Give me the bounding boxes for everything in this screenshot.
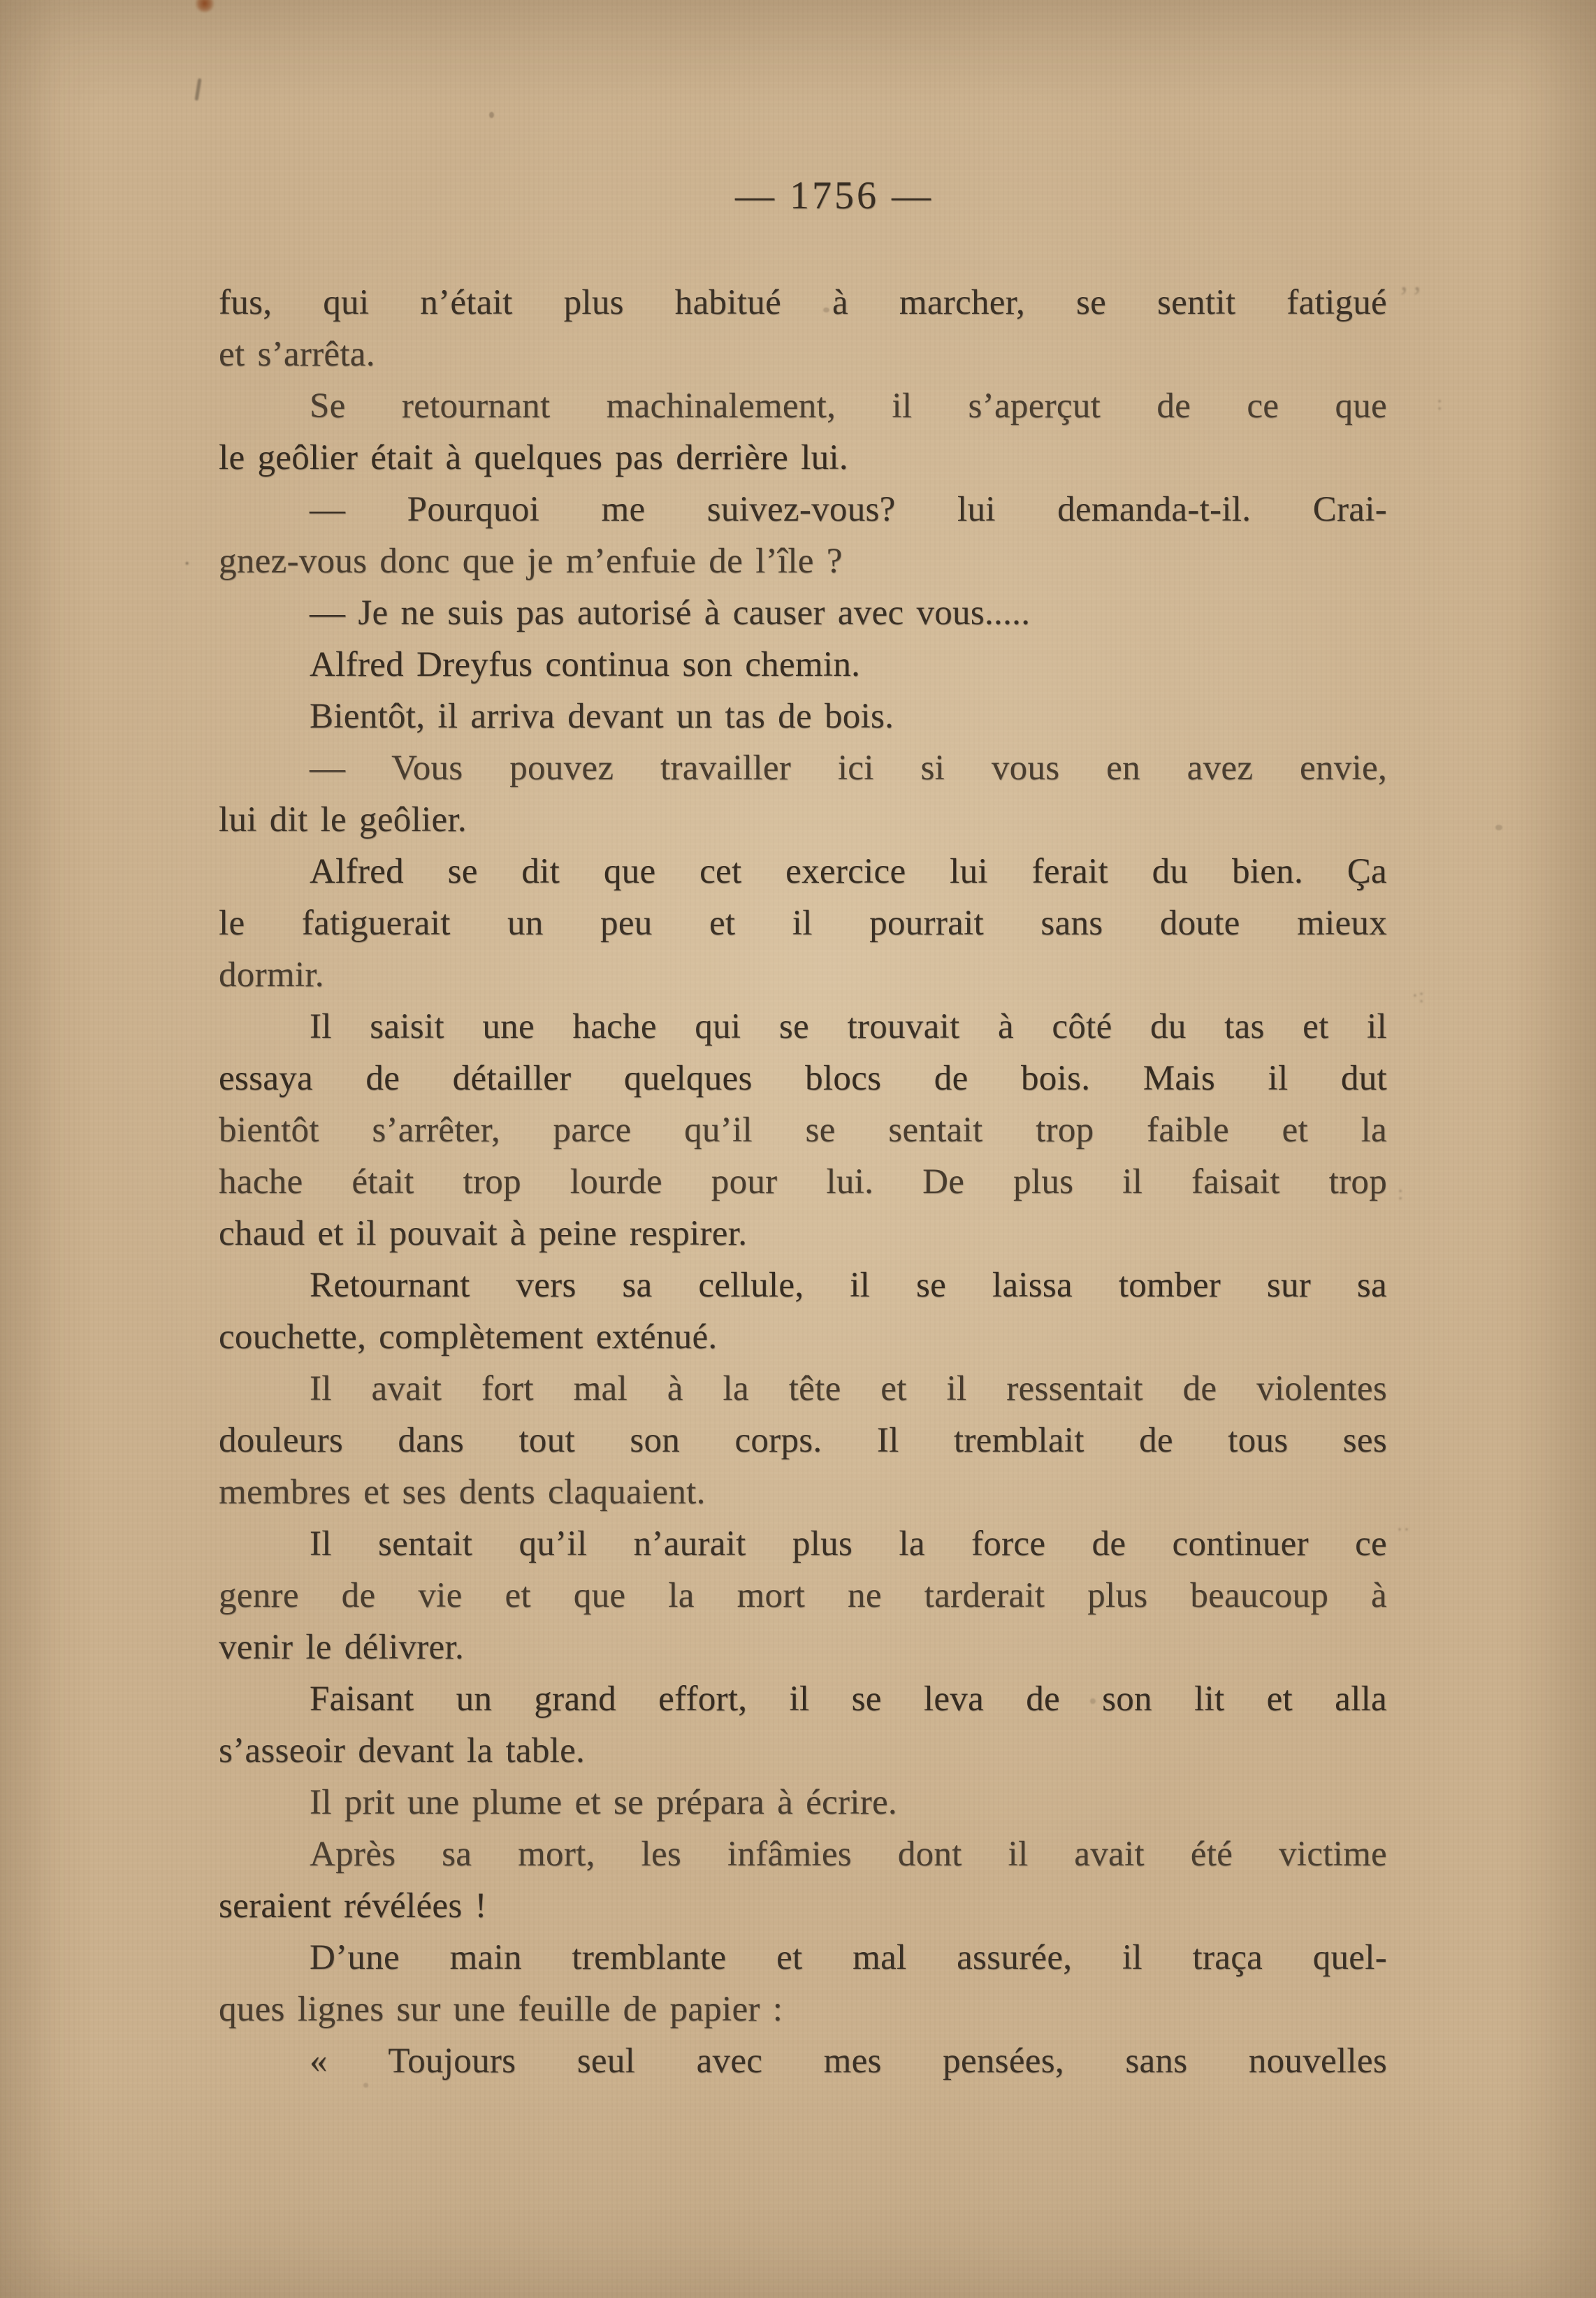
paper-fiber xyxy=(195,78,202,101)
text-line: chaud et il pouvait à peine respirer. xyxy=(219,1214,748,1253)
text-line: Se retournant machinalement, il s’aperçut de ce que xyxy=(310,386,1387,426)
ink-bleed-mark: : xyxy=(1437,391,1443,414)
text-line: lui dit le geôlier. xyxy=(219,800,467,839)
text-line: — Je ne suis pas autorisé à causer avec vous..... xyxy=(310,593,1031,633)
text-line: Il saisit une hache qui se trouvait à côté du tas et il xyxy=(310,1007,1387,1046)
text-line: bientôt s’arrêter, parce qu’il se sentait trop faible et la xyxy=(219,1111,1387,1150)
text-line: s’asseoir devant la table. xyxy=(219,1731,586,1770)
ink-bleed-mark: ·· xyxy=(1396,1518,1410,1541)
paper-speck xyxy=(1090,1698,1096,1704)
text-line: Il sentait qu’il n’aurait plus la force de continuer ce xyxy=(310,1524,1387,1563)
text-line: — Pourquoi me suivez-vous? lui demanda-t-il. Crai- xyxy=(310,490,1387,529)
text-line: hache était trop lourde pour lui. De plus il faisait trop xyxy=(219,1162,1387,1201)
text-line: le fatiguerait un peu et il pourrait sans doute mieux xyxy=(219,904,1387,943)
text-line: douleurs dans tout son corps. Il tremblait de tous ses xyxy=(219,1421,1387,1460)
text-line: venir le délivrer. xyxy=(219,1628,465,1667)
text-line: Retournant vers sa cellule, il se laissa tomber sur sa xyxy=(310,1266,1387,1305)
text-line: gnez-vous donc que je m’enfuie de l’île ? xyxy=(219,542,843,581)
ink-bleed-mark: : xyxy=(1398,1181,1404,1204)
paper-speck xyxy=(1495,825,1502,830)
text-line: membres et ses dents claquaient. xyxy=(219,1473,706,1512)
text-line: Bientôt, il arriva devant un tas de bois. xyxy=(310,697,894,736)
text-line: essaya de détailler quelques blocs de bois. Mais il dut xyxy=(219,1059,1387,1098)
text-line: Après sa mort, les infâmies dont il avait été victime xyxy=(310,1835,1387,1874)
text-line: Il prit une plume et se prépara à écrire. xyxy=(310,1783,897,1822)
paper-speck xyxy=(823,308,829,312)
text-line: seraient révélées ! xyxy=(219,1886,487,1925)
page-number: — 1756 — xyxy=(735,174,934,217)
text-line: — Vous pouvez travailler ici si vous en avez envie, xyxy=(310,749,1387,788)
text-line: couchette, complètement exténué. xyxy=(219,1317,718,1357)
paper-stain xyxy=(194,0,215,13)
paper-speck xyxy=(363,2083,368,2088)
text-line: Alfred Dreyfus continua son chemin. xyxy=(310,645,861,684)
text-line: Alfred se dit que cet exercice lui ferait du bien. Ça xyxy=(310,852,1387,891)
ink-bleed-mark: ·: xyxy=(1412,984,1425,1007)
text-line: « Toujours seul avec mes pensées, sans nouvelles xyxy=(310,2042,1387,2081)
text-line: dormir. xyxy=(219,955,324,995)
text-line: Il avait fort mal à la tête et il ressentait de violentes xyxy=(310,1369,1387,1408)
page-text xyxy=(219,277,1387,2087)
text-line: ques lignes sur une feuille de papier : xyxy=(219,1990,783,2029)
ink-bleed-mark: · xyxy=(183,551,191,577)
ink-bleed-mark: ’’ xyxy=(1399,282,1428,314)
text-line: le geôlier était à quelques pas derrière lui. xyxy=(219,438,848,477)
text-line: fus, qui n’était plus habitué à marcher, se sentit fatigué xyxy=(219,283,1387,322)
text-line: et s’arrêta. xyxy=(219,335,375,374)
text-line: Faisant un grand effort, il se leva de son lit et alla xyxy=(310,1679,1387,1719)
text-line: genre de vie et que la mort ne tarderait plus beaucoup à xyxy=(219,1576,1387,1615)
paper-speck xyxy=(489,112,494,118)
text-line: D’une main tremblante et mal assurée, il traça quel- xyxy=(310,1938,1387,1977)
